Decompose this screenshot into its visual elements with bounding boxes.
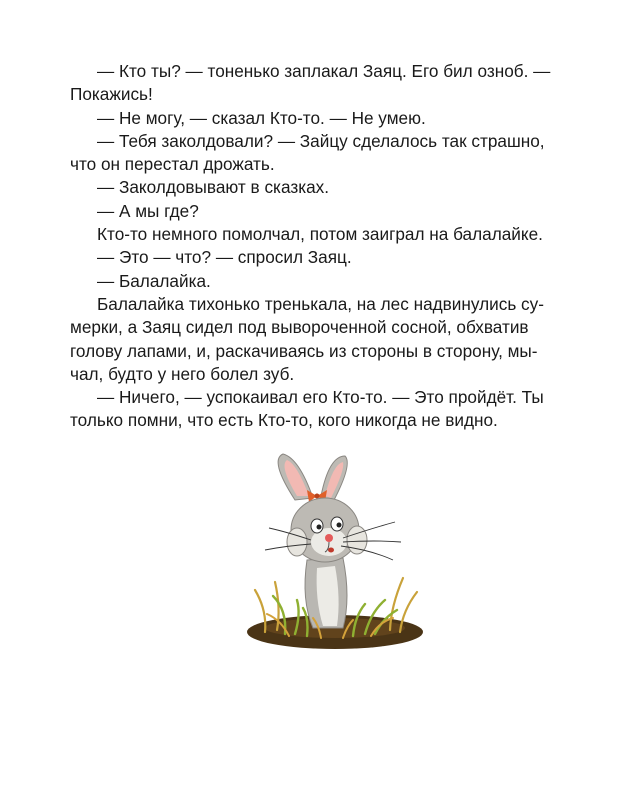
story-line: мерки, а Заяц сидел под вывороченной сосной, обхватив — [70, 317, 529, 338]
story-line: — Балалайка. — [97, 270, 211, 291]
hare-left-paw — [287, 528, 307, 556]
hare-illustration-icon — [225, 450, 445, 660]
story-line: — Тебя заколдовали? — Зайцу сделалось так страшно, — [97, 130, 545, 151]
story-line: Балалайка тихонько тренькала, на лес надвинулись су- — [97, 293, 544, 314]
story-text — [70, 60, 570, 433]
story-line: голову лапами, и, раскачиваясь из стороны в сторону, мы- — [70, 340, 538, 361]
story-line: что он перестал дрожать. — [70, 154, 275, 175]
story-line: — Ничего, — успокаивал его Кто-то. — Это пройдёт. Ты — [97, 387, 544, 408]
story-line: — Кто ты? — тоненько заплакал Заяц. Его бил озноб. — — [97, 61, 551, 81]
hare-nose — [325, 534, 333, 542]
hare-illustration — [225, 450, 445, 660]
story-line: Кто-то немного помолчал, потом заиграл на балалайке. — [97, 224, 543, 245]
story-line: — Не могу, — сказал Кто-то. — Не умею. — [97, 107, 426, 128]
story-line: чал, будто у него болел зуб. — [70, 363, 295, 384]
story-line: — Заколдовывают в сказках. — [97, 177, 330, 198]
story-line: Покажись! — [70, 84, 153, 105]
story-line: только помни, что есть Кто-то, кого никогда не видно. — [70, 410, 498, 431]
story-line: — Это — что? — спросил Заяц. — [97, 247, 352, 268]
story-line: — А мы где? — [97, 200, 199, 221]
